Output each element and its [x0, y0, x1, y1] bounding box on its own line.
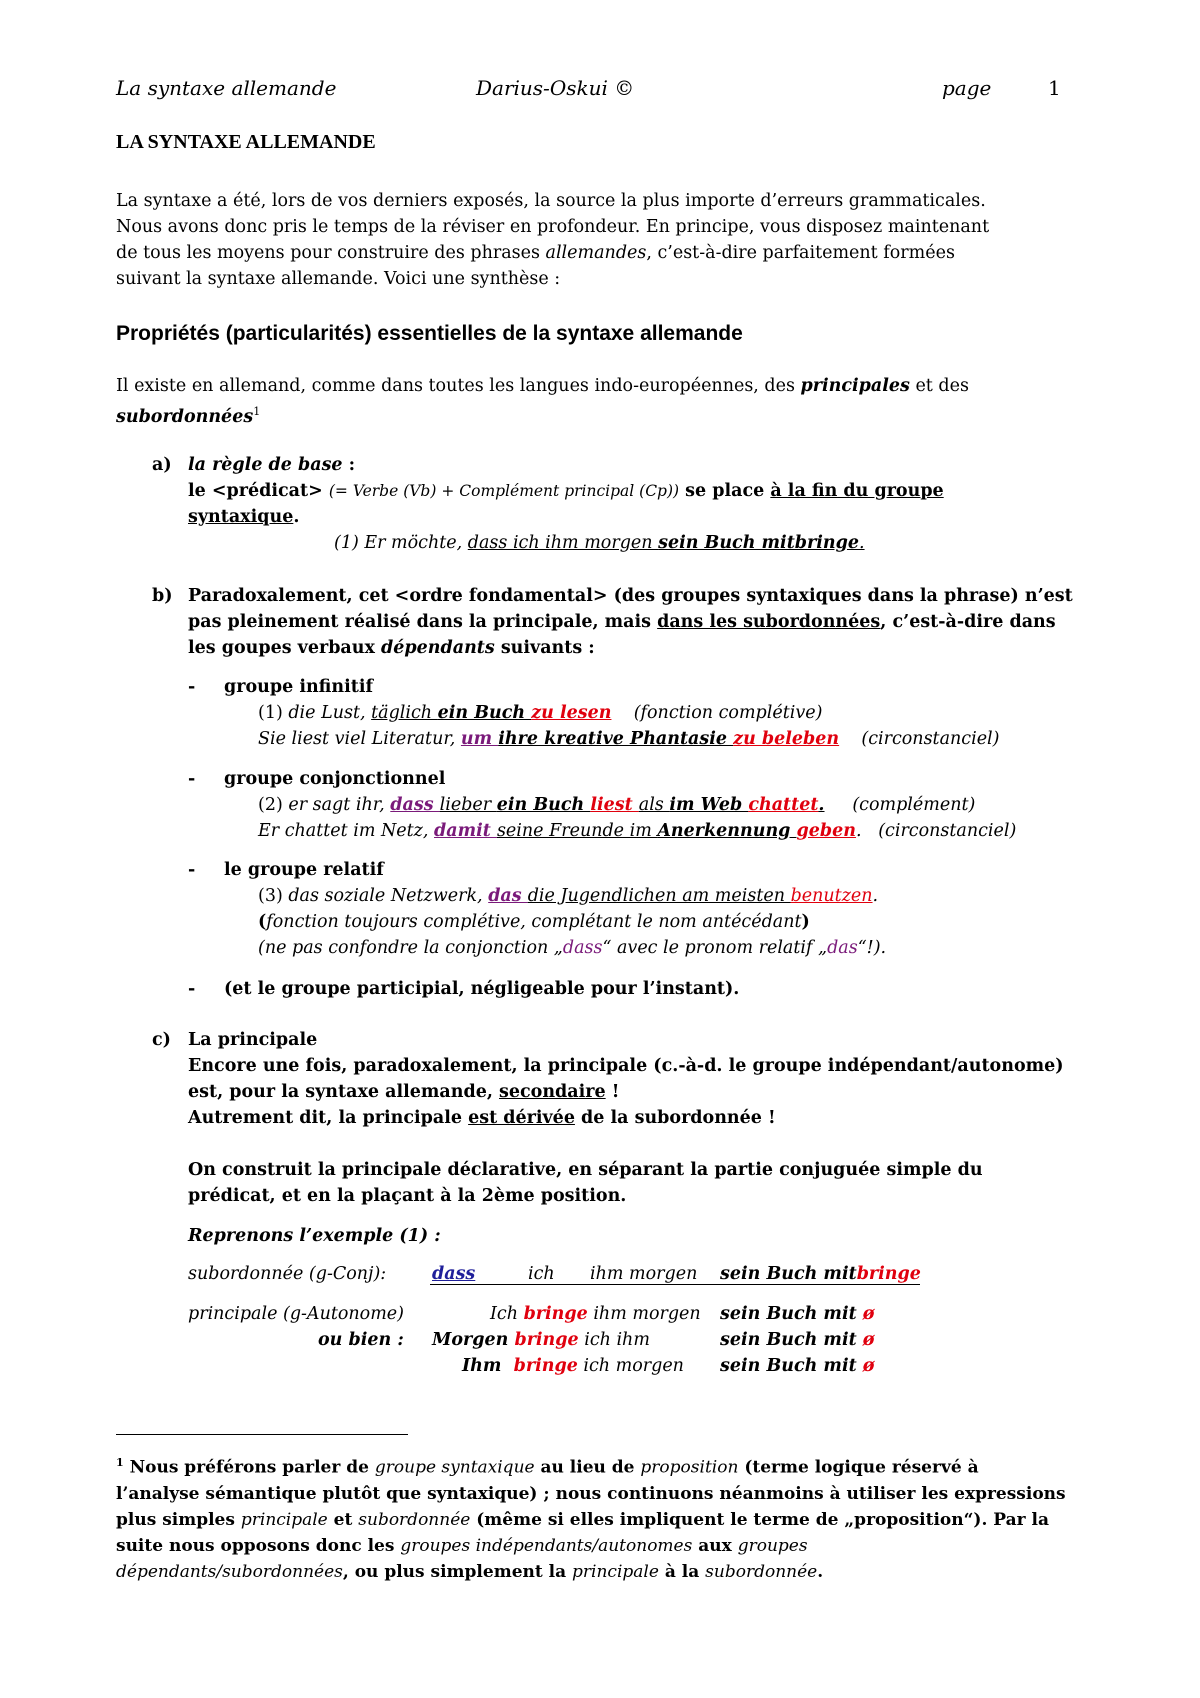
example-infinitif-1: (1) die Lust, täglich ein Buch zu lesen (fonction complétive)	[258, 703, 823, 723]
example-conj-2: Er chattet im Netz, damit seine Freunde im Anerkennung geben. (circonstanciel)	[258, 821, 1017, 841]
item-b-letter: b)	[152, 586, 173, 606]
ou-bien: ou bien :	[318, 1330, 404, 1350]
prin-row-1: Ich bringe ihm morgen	[490, 1304, 701, 1324]
prin-tail-1: sein Buch mit ø	[720, 1304, 875, 1324]
group-infinitif-title: groupe infinitif	[224, 677, 374, 697]
header-page-label: page	[942, 76, 992, 100]
sub-word-tail: sein Buch mitbringe	[720, 1264, 921, 1284]
example-rel-3: (ne pas confondre la conjonction „dass“ avec le pronom relatif „das“!).	[258, 938, 887, 958]
sub-word-ihm-morgen: ihm morgen	[590, 1264, 698, 1284]
group-relatif-title: le groupe relatif	[224, 860, 384, 880]
prin-row-2: Morgen bringe ich ihm	[432, 1330, 650, 1350]
item-c-letter: c)	[152, 1030, 171, 1050]
example-rel-2: (fonction toujours complétive, complétant le nom antécédant)	[258, 912, 810, 932]
intro-paragraph: La syntaxe a été, lors de vos derniers exposés, la source la plus importe d’erreurs grammaticales. Nous avons donc pris le temps de la réviser en profondeur. En principe, vous disposez maintenant de tous les moyens pour construire des phrases allemandes, c’est-à-dire parfaitement formées suivant la syntaxe allemande. Voici une synthèse :	[116, 191, 990, 289]
lead-paragraph: Il existe en allemand, comme dans toutes les langues indo-européennes, des principales et des subordonnées$^1$	[116, 376, 969, 427]
sub-label: subordonnée (g-Conj):	[188, 1264, 387, 1284]
item-a-letter: a)	[152, 455, 172, 475]
example-rel-1: (3) das soziale Netzwerk, das die Jugendlichen am meisten benutzen.	[258, 886, 879, 906]
prin-row-3: Ihm bringe ich morgen	[462, 1356, 684, 1376]
prin-tail-3: sein Buch mit ø	[720, 1356, 875, 1376]
item-a-content: la règle de base : le <prédicat> (= Verbe (Vb) + Complément principal (Cp)) se place à la fin du groupe syntaxique.	[188, 455, 944, 527]
header-author: Darius-Oskui ©	[476, 76, 635, 100]
prin-label: principale (g-Autonome)	[188, 1304, 404, 1324]
footnote-ref: 1	[253, 405, 261, 418]
prin-tail-2: sein Buch mit ø	[720, 1330, 875, 1350]
header-doc-title: La syntaxe allemande	[116, 76, 337, 100]
header-page-number: 1	[1048, 76, 1061, 100]
item-c-content: La principale Encore une fois, paradoxalement, la principale (c.-à-d. le groupe indépendant/autonome) est, pour la syntaxe allemande, secondaire ! Autrement dit, la principale est dérivée de la subordonnée ! On construit la principale déclarative, en séparant la partie conjuguée simple du prédicat, et en la plaçant à la 2ème position.	[188, 1030, 1064, 1206]
bullet: -	[188, 979, 196, 999]
group-conjonctionnel-title: groupe conjonctionnel	[224, 769, 446, 789]
reprenons-label: Reprenons l’exemple (1) :	[188, 1226, 441, 1246]
footnote-separator	[116, 1434, 408, 1435]
example-conj-1: (2) er sagt ihr, dass lieber ein Buch liest als im Web chattet. (complément)	[258, 795, 976, 815]
sub-word-dass: dass	[432, 1264, 476, 1284]
footnote: $^1$ Nous préférons parler de groupe syntaxique au lieu de proposition (terme logique réservé à l’analyse sémantique plutôt que syntaxique) ; nous continuons néanmoins à utiliser les expressions plus simples principale et subordonnée (même si elles impliquent le terme de „proposition“). Par la suite nous opposons donc les groupes indépendants/autonomes aux groupes dépendants/subordonnées, ou plus simplement la principale à la subordonnée.	[116, 1456, 1066, 1582]
bullet: -	[188, 769, 196, 789]
item-b-content: Paradoxalement, cet <ordre fondamental> (des groupes syntaxiques dans la phrase) n’est pas pleinement réalisé dans la principale, mais dans les subordonnées, c’est-à-dire dans les goupes verbaux dépendants suivants :	[188, 586, 1073, 658]
example-infinitif-2: Sie liest viel Literatur, um ihre kreative Phantasie zu beleben (circonstanciel)	[258, 729, 1000, 749]
group-participial-note: (et le groupe participial, négligeable pour l’instant).	[224, 979, 740, 999]
bullet: -	[188, 677, 196, 697]
sub-word-ich: ich	[528, 1264, 555, 1284]
bullet: -	[188, 860, 196, 880]
example-1: (1) Er möchte, dass ich ihm morgen sein Buch mitbringe.	[334, 533, 865, 553]
section-heading: Propriétés (particularités) essentielles de la syntaxe allemande	[116, 322, 743, 345]
page-title: LA SYNTAXE ALLEMANDE	[116, 131, 376, 153]
